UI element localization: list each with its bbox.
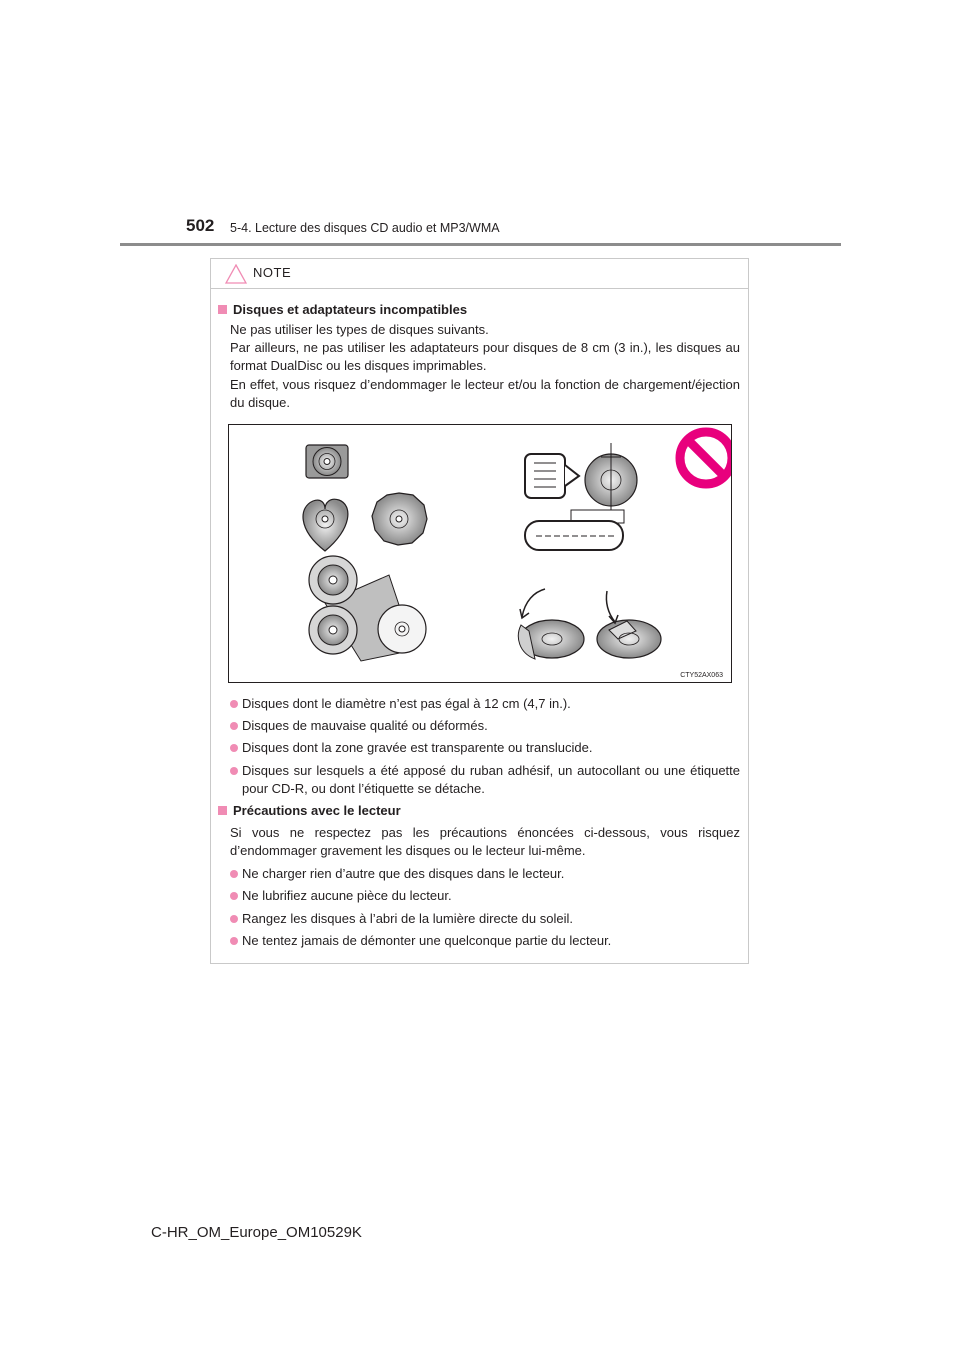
section-title: 5-4. Lecture des disques CD audio et MP3/WMA (230, 221, 500, 235)
incompatible-discs-illustration (228, 424, 732, 683)
bullet-dot-icon (230, 870, 238, 878)
list-item-text: Ne lubrifiez aucune pièce du lecteur. (242, 888, 452, 903)
section-heading-incompatible (218, 302, 467, 317)
list-item (230, 762, 740, 799)
list-item-text: Disques dont la zone gravée est transparente ou translucide. (242, 740, 593, 755)
heart-disc-icon (303, 499, 348, 551)
paragraph: En effet, vous risquez d’endommager le lecteur et/ou la fonction de chargement/éjection du disque. (230, 377, 740, 411)
list-item (230, 739, 740, 757)
prohibited-symbol-icon (680, 432, 731, 484)
note-box (210, 258, 749, 964)
section-heading-text: Disques et adaptateurs incompatibles (233, 302, 468, 317)
bullet-dot-icon (230, 892, 238, 900)
list-item (230, 910, 740, 928)
list-item-text: Rangez les disques à l’abri de la lumière directe du soleil. (242, 911, 573, 926)
header-rule (120, 243, 841, 246)
list-item-text: Disques sur lesquels a été apposé du ruban adhésif, un autocollant ou une étiquette pour CD-R, ou dont l’étiquette se détache. (242, 763, 740, 797)
page-number: 502 (186, 216, 215, 235)
section-heading-precautions (218, 803, 401, 818)
note-header (211, 259, 748, 289)
warning-icon (225, 264, 247, 284)
octagon-disc-icon (372, 493, 427, 545)
list-item (230, 717, 740, 735)
list-item-text: Disques dont le diamètre n’est pas égal à 12 cm (4,7 in.). (242, 696, 571, 711)
bullet-dot-icon (230, 722, 238, 730)
bullet-dot-icon (230, 937, 238, 945)
square-disc-icon (306, 445, 348, 478)
pink-square-icon (218, 305, 227, 314)
dualdisc-section-icon (525, 443, 637, 550)
list-item-text: Ne charger rien d’autre que des disques dans le lecteur. (242, 866, 565, 881)
list-item-text: Ne tentez jamais de démonter une quelconque partie du lecteur. (242, 933, 612, 948)
paragraph: Par ailleurs, ne pas utiliser les adaptateurs pour disques de 8 cm (3 in.), les disques au format DualDisc ou les disques imprimables. (230, 340, 740, 374)
adapter-discs-icon (309, 556, 426, 661)
bullet-dot-icon (230, 744, 238, 752)
note-label: NOTE (253, 265, 292, 280)
paragraph: Ne pas utiliser les types de disques suivants. (230, 322, 489, 337)
list-item-text: Disques de mauvaise qualité ou déformés. (242, 718, 488, 733)
list-item (230, 887, 740, 905)
pink-square-icon (218, 806, 227, 815)
footer-code: C-HR_OM_Europe_OM10529K (151, 1224, 362, 1241)
section-heading-text: Précautions avec le lecteur (233, 803, 401, 818)
list-item (230, 695, 740, 713)
list-item (230, 865, 740, 883)
bullet-dot-icon (230, 700, 238, 708)
paragraph: Si vous ne respectez pas les précautions énoncées ci-dessous, vous risquez d’endommager gravement les disques ou le lecteur lui-même. (230, 825, 740, 859)
bullet-dot-icon (230, 915, 238, 923)
list-item (230, 932, 740, 950)
bullet-dot-icon (230, 767, 238, 775)
figure-code: CTY52AX063 (680, 672, 723, 679)
peeling-label-disc-icon (518, 589, 584, 659)
sticker-disc-icon (597, 591, 661, 658)
